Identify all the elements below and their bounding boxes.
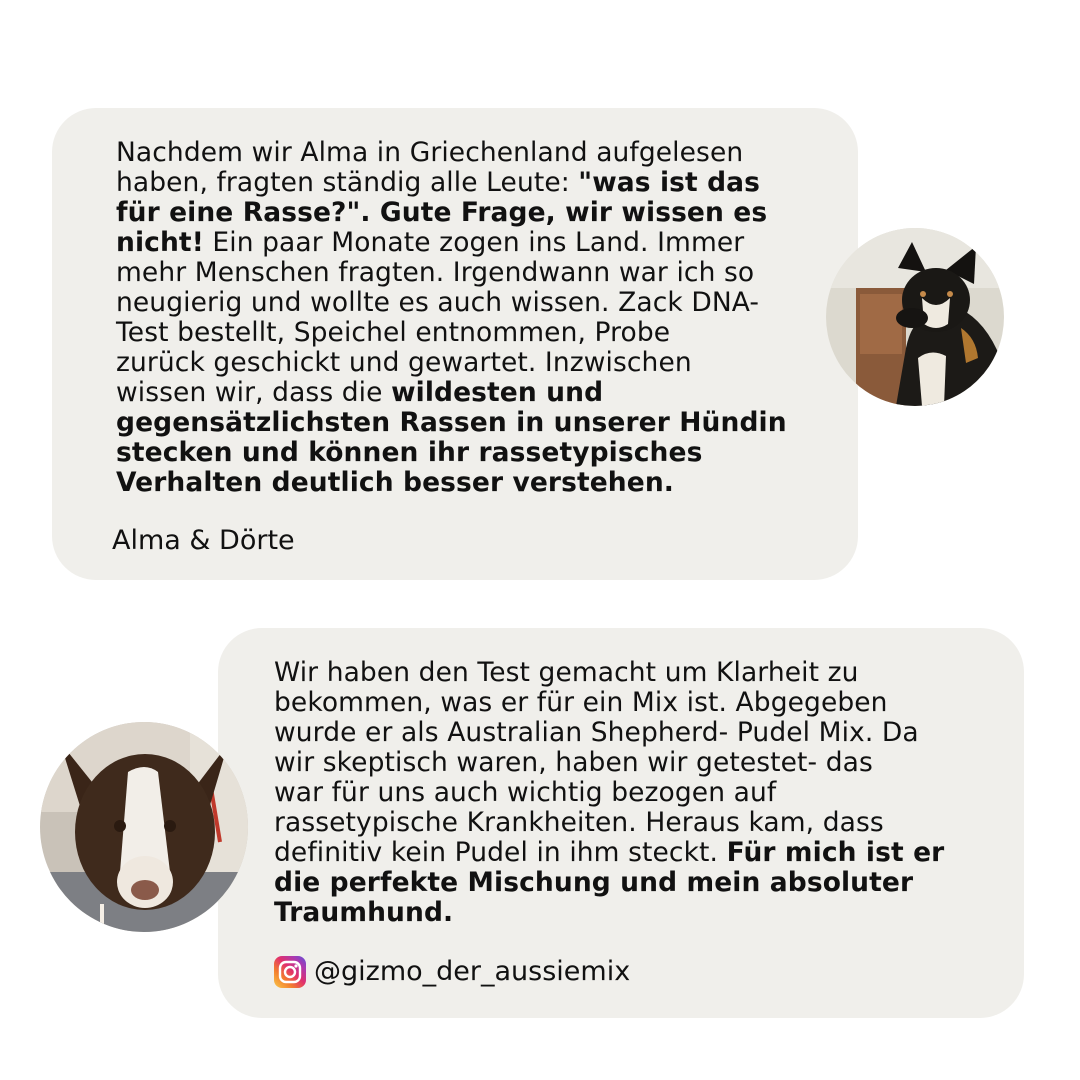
quote-line: Traumhund.: [274, 897, 454, 928]
quote-line: für eine Rasse?". Gute Frage, wir wissen es: [116, 197, 768, 228]
quote-line: Nachdem wir Alma in Griechenland aufgelesen: [116, 137, 744, 168]
quote-line: zurück geschickt und gewartet. Inzwischen: [116, 347, 692, 378]
instagram-handle: @gizmo_der_aussiemix: [314, 956, 631, 987]
testimonial-quote: [274, 658, 944, 928]
testimonial-card-alma: [52, 108, 858, 580]
quote-line: Verhalten deutlich besser verstehen.: [116, 467, 674, 498]
quote-line: die perfekte Mischung und mein absoluter: [274, 867, 914, 898]
testimonial-author-handle[interactable]: [274, 956, 630, 988]
quote-line: neugierig und wollte es auch wissen. Zack DNA-: [116, 287, 760, 318]
quote-line: haben, fragten ständig alle Leute: "was ist das: [116, 167, 761, 198]
dog-photo-icon: [826, 228, 1004, 406]
testimonial-quote: [116, 138, 787, 498]
testimonial-author: Alma & Dörte: [112, 525, 295, 556]
quote-line: Wir haben den Test gemacht um Klarheit zu: [274, 657, 859, 688]
quote-line: wissen wir, dass die wildesten und: [116, 377, 604, 408]
quote-line: stecken und können ihr rassetypisches: [116, 437, 703, 468]
quote-line: bekommen, was er für ein Mix ist. Abgegeben: [274, 687, 888, 718]
quote-line: mehr Menschen fragten. Irgendwann war ich so: [116, 257, 755, 288]
instagram-icon: [274, 956, 306, 988]
quote-line: gegensätzlichsten Rassen in unserer Hündin: [116, 407, 787, 438]
quote-line: rassetypische Krankheiten. Heraus kam, dass: [274, 807, 884, 838]
dog-photo-icon: [40, 722, 248, 932]
quote-line: definitiv kein Pudel in ihm steckt. Für mich ist er: [274, 837, 945, 868]
quote-line: nicht! Ein paar Monate zogen ins Land. Immer: [116, 227, 745, 258]
avatar-alma: [826, 228, 1004, 406]
testimonial-card-gizmo: [218, 628, 1024, 1018]
avatar-gizmo: [40, 722, 248, 932]
quote-line: wurde er als Australian Shepherd- Pudel Mix. Da: [274, 717, 919, 748]
quote-line: war für uns auch wichtig bezogen auf: [274, 777, 777, 808]
quote-line: Test bestellt, Speichel entnommen, Probe: [116, 317, 671, 348]
quote-line: wir skeptisch waren, haben wir getestet- das: [274, 747, 873, 778]
